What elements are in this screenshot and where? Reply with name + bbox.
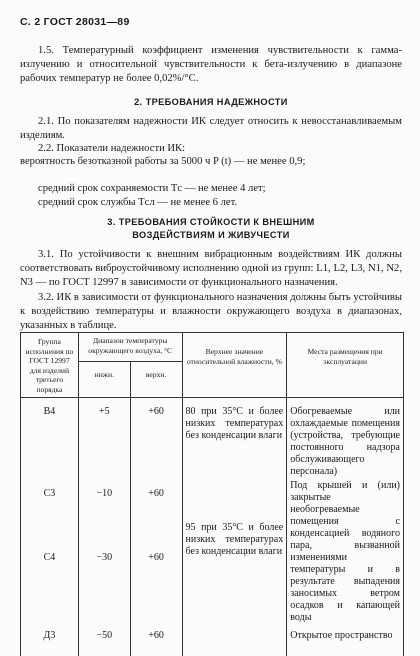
cell-placement: Открытое пространство [287, 624, 404, 656]
paragraph-2-1: 2.1. По показателям надежности ИК следует относить к невосстанавливаемым изделиям. [20, 116, 402, 141]
cell-temp-low: +5 [78, 398, 130, 479]
cell-humidity: 95 при 35°С и более низких температурах без конденсации влаги [182, 516, 287, 624]
paragraph-1-5: 1.5. Температурный коэффициент изменения чувствительности к гамма-излучению и относительной чувствительности к бета-излучению в диапазоне рабочих температур не более 0,02%/°С. [20, 45, 402, 84]
section-2-title: 2. ТРЕБОВАНИЯ НАДЕЖНОСТИ [134, 97, 288, 107]
climate-table [20, 332, 404, 656]
table-row [21, 478, 404, 516]
paragraph-3-2: 3.2. ИК в зависимости от функционального назначения должны быть устойчивы к воздействию температуры и влажности окружающего воздуха в диапазонах, указанных в таблице. [20, 292, 402, 331]
cell-group: С3 [21, 478, 79, 516]
reliability-service-life: средний срок службы Tсл — не менее 6 лет. [38, 197, 238, 208]
table-row [21, 398, 404, 479]
header-group: Группа исполнения по ГОСТ 12997 для изделий третьего порядка [21, 333, 79, 398]
cell-group: В4 [21, 398, 79, 479]
cell-placement: Обогреваемые или охлаждаемые помещения (устройства, требующие постоянного надзора обслуживающего персонала) [287, 398, 404, 479]
cell-placement: Под крышей и (или) закрытые необогреваемые помещения с конденсацией водяного пара, вызванной изменениями температуры и в результате выпадения заносимых ветром осадков и капающей воды [287, 478, 404, 624]
cell-temp-high: +60 [130, 478, 182, 516]
cell-humidity [182, 624, 287, 656]
header-humidity: Верхнее значение относительной влажности, % [182, 333, 287, 398]
cell-temp-low: −30 [78, 516, 130, 624]
paragraph-2-2: 2.2. Показатели надежности ИК: [38, 143, 186, 154]
reliability-probability: вероятность безотказной работы за 5000 ч P (t) — не менее 0,9; [20, 156, 306, 167]
header-temperature: Диапазон температуры окружающего воздуха, °С [78, 333, 182, 362]
cell-humidity: 80 при 35°С и более низких температурах без конденсации влаги [182, 398, 287, 479]
paragraph-3-1: 3.1. По устойчивости к внешним вибрационным воздействиям ИК должны соответствовать виброустойчивому исполнению одной из групп: L1, L2, L3, N1, N2, N3 — по ГОСТ 12997 в зависимости от функционального назначения. [20, 249, 402, 288]
cell-temp-high: +60 [130, 624, 182, 656]
table-row [21, 624, 404, 656]
cell-temp-low: −10 [78, 478, 130, 516]
cell-group: С4 [21, 516, 79, 624]
page-header: С. 2 ГОСТ 28031—89 [20, 16, 130, 28]
header-placement: Места размещения при эксплуатации [287, 333, 404, 398]
header-temp-low: нижн. [78, 361, 130, 397]
cell-temp-high: +60 [130, 516, 182, 624]
section-3-title-line-1: 3. ТРЕБОВАНИЯ СТОЙКОСТИ К ВНЕШНИМ [107, 217, 315, 227]
cell-humidity [182, 478, 287, 516]
reliability-storage: средний срок сохраняемости Tс — не менее 4 лет; [38, 183, 266, 194]
cell-temp-low: −50 [78, 624, 130, 656]
cell-group: Д3 [21, 624, 79, 656]
header-temp-high: верхн. [130, 361, 182, 397]
section-3-title-line-2: ВОЗДЕЙСТВИЯМ И ЖИВУЧЕСТИ [132, 230, 290, 240]
cell-temp-high: +60 [130, 398, 182, 479]
